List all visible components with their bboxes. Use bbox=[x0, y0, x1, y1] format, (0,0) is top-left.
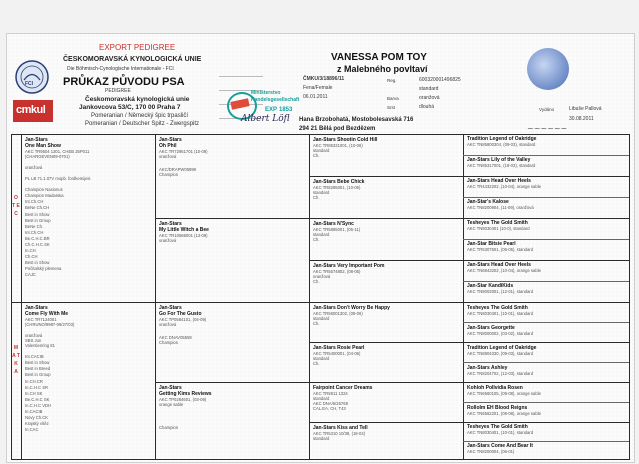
gen4-info: AKC TN8030401, (10-01), standard bbox=[467, 311, 534, 316]
gen4-cell bbox=[467, 424, 627, 435]
doc-title: PRŮKAZ PŮVODU PSA bbox=[63, 76, 185, 88]
sire-cell bbox=[25, 137, 153, 279]
stamp-text2: Handelsgesellschaft bbox=[251, 97, 300, 103]
gen3-cell bbox=[313, 137, 461, 158]
gen2-cell bbox=[159, 385, 307, 430]
gen4-cell bbox=[467, 305, 627, 316]
breeder-name: Hana Brzobohatá, Mostobolesavská 716 bbox=[299, 117, 414, 123]
dob: 06.01.2011 bbox=[303, 94, 328, 100]
gen2-info: AKC TP0284601, (03-09) bbox=[159, 397, 207, 402]
fci-logo bbox=[15, 60, 49, 94]
gen2-name: Jan-Stars bbox=[159, 221, 182, 227]
gen2-color: oranžová bbox=[159, 154, 177, 160]
gen2-name2: My Little Witch a Bee bbox=[159, 227, 209, 233]
signature: Albert Löfl bbox=[241, 114, 290, 124]
gen4-name: Tesheyes The Gold Smith bbox=[467, 424, 528, 430]
gen4-cell bbox=[467, 178, 627, 189]
gen2-name: Jan-Stars bbox=[159, 305, 182, 311]
sire-name: Jan-Stars bbox=[25, 137, 48, 143]
org-sub: Die Böhmisch-Cynologische Internationale - FCI bbox=[67, 66, 174, 72]
gen4-name: Rollolm EH Blood Reigns bbox=[467, 405, 528, 411]
stamp-text3: EXP bbox=[265, 107, 278, 113]
registrar-signature: ~~~~~~ bbox=[527, 124, 568, 133]
gen3-name: Fairpoint Cancer Dreams bbox=[313, 385, 373, 391]
gen3-info: AKC TR5911 1324 standard AKC DNA/6/25768 CAL.EA, CH, T43 bbox=[313, 391, 348, 412]
gen2-name2: Oh Phil bbox=[159, 143, 177, 149]
gen2-titles: Champion bbox=[159, 340, 179, 346]
gen2-extra: AKC DNAV05559 bbox=[159, 335, 192, 341]
color-label: Barva bbox=[387, 96, 399, 101]
dam-name2: Come Fly With Me bbox=[25, 311, 69, 317]
pedigree-sheet bbox=[6, 33, 635, 463]
gen3-name: Jan-Stars Don't Worry Be Happy bbox=[313, 305, 390, 311]
gen4-cell bbox=[467, 199, 627, 210]
gen4-info: AKC TR4432202, (10-04), orange sable bbox=[467, 184, 541, 189]
sire-side-label: O T E C bbox=[12, 195, 20, 217]
doc-title-sub: PEDIGREE bbox=[105, 88, 131, 94]
export-title: EXPORT PEDIGREE bbox=[99, 43, 176, 52]
official-stamp bbox=[225, 84, 300, 130]
gen2-titles: Champion bbox=[159, 425, 179, 431]
dam-extra: SBS Jun Valentienring 81 bbox=[25, 338, 55, 349]
gen3-info: AKC TR8285001, (10-06) standard Ch. bbox=[313, 185, 361, 201]
sex-value: standard bbox=[419, 86, 439, 92]
dam-titles: Int.CACIB Best in Show Best in Breed Best in Group In.CH.CR In.C.H.C SR In.CH SK Be.C.H.C SK In.C.H.C VDH In.CACIB Novy Ch.CK Krajský vítěz In.CAC bbox=[25, 354, 52, 433]
issued-label: Vydáno bbox=[539, 107, 555, 112]
gen2-cell bbox=[159, 305, 307, 345]
gen4-name: Tesheyes The Gold Smith bbox=[467, 305, 528, 311]
pedigree-table bbox=[11, 134, 630, 460]
gen4-info: AKC TN85317001, (18-03), standard bbox=[467, 163, 536, 168]
gen4-name: Jan-Star Bitsie Pearl bbox=[467, 241, 516, 247]
gen4-cell bbox=[467, 157, 627, 168]
dam-cell bbox=[25, 305, 153, 433]
gen2-extra: AKC/DRAPW05999 bbox=[159, 167, 197, 173]
gen2-color: orange sable bbox=[159, 402, 184, 408]
gen4-name: Jan-Stars Come And Bear It bbox=[467, 443, 533, 449]
gen3-cell bbox=[313, 221, 461, 242]
org-name: ČESKOMORAVSKÁ KYNOLOGICKÁ UNIE bbox=[63, 56, 202, 63]
stamp-text1: Ministerstvo bbox=[251, 90, 281, 96]
gen2-info: AKC TR10566001 (13-09) bbox=[159, 233, 208, 238]
gen3-cell bbox=[313, 425, 461, 441]
gen2-name2: Go For The Gusto bbox=[159, 311, 202, 317]
reg-field-label: Reg. bbox=[387, 78, 397, 83]
sire-name2: One Man Show bbox=[25, 143, 61, 149]
microchip: 600320001496825 bbox=[419, 77, 461, 83]
breed-line2: Pomeranian / Deutscher Spitz - Zwergspitz bbox=[85, 121, 200, 127]
gen3-info: AKC TR5310 10/38, (18-04) standard bbox=[313, 431, 366, 442]
gen3-name: Jan-Stars Shootin Cold Hill bbox=[313, 137, 378, 143]
gen4-name: Jan-Star KandiKids bbox=[467, 283, 514, 289]
gen4-info: AKC TN85800304, (09-03), standard bbox=[467, 142, 536, 147]
gen4-cell bbox=[467, 283, 627, 294]
gen4-name: Jan-Stars Head Over Heels bbox=[467, 262, 531, 268]
cmku-badge-letters: cmkul bbox=[16, 104, 46, 116]
sex-label: Fena/Female bbox=[303, 85, 333, 91]
gen4-cell bbox=[467, 241, 627, 252]
gen3-cell bbox=[313, 179, 461, 200]
gen4-name: Tradition Legend of Oakridge bbox=[467, 136, 537, 142]
gen2-info: AKC TP0564101, (04-09) bbox=[159, 317, 207, 322]
gen3-name: Jan-Stars Rosie Pearl bbox=[313, 345, 365, 351]
sire-info: AKC TR9504 1301, CHEB 25P011 (CHARGEVEN09-0701) bbox=[25, 149, 90, 160]
gen4-name: Jan-Stars Georgette bbox=[467, 325, 515, 331]
gen4-name: Tesheyes The Gold Smith bbox=[467, 220, 528, 226]
stamp-text4: 1853 bbox=[279, 107, 293, 113]
globe-seal-icon bbox=[527, 48, 569, 90]
issuer-line1: Českomoravská kynologická unie bbox=[85, 96, 190, 103]
gen4-info: AKC TN8200004, (06-01) bbox=[467, 449, 515, 454]
gen3-info: AKC TR56001302, (09-06) standard Ch. bbox=[313, 311, 363, 327]
dam-color: oranžová bbox=[25, 333, 43, 339]
gen4-info: AKC TN6562201, (08-08), orange sable bbox=[467, 411, 541, 416]
color-value: oranžová bbox=[419, 95, 440, 101]
gen4-name: Jan-Stars Ashley bbox=[467, 365, 508, 371]
dam-name: Jan-Stars bbox=[25, 305, 48, 311]
breeder-address: 294 21 Bělá pod Bezdězem bbox=[299, 126, 376, 132]
issued-date: 30.08.2011 bbox=[569, 116, 594, 122]
gen2-color: oranžová bbox=[159, 322, 177, 328]
gen2-titles: Champion bbox=[159, 172, 179, 178]
issuer-line2: Jankovcova 53/C, 170 00 Praha 7 bbox=[79, 104, 181, 111]
coat-value: dlouhá bbox=[419, 104, 435, 110]
reg-number: ČMKU/3/18896/11 bbox=[303, 76, 345, 82]
gen3-cell bbox=[313, 385, 461, 411]
fci-text: FCI bbox=[25, 81, 34, 87]
gen3-cell bbox=[313, 305, 461, 326]
gen3-info: AKC TR85331001, (10-06) standard Ch. bbox=[313, 143, 363, 159]
gen4-info: AKC TN8804330, (09-03), standard bbox=[467, 351, 534, 356]
gen2-cell bbox=[159, 221, 307, 243]
gen3-name: Jan-Stars Bebe Chick bbox=[313, 179, 365, 185]
gen4-info: AKC TN8030401 (10-0), standard bbox=[467, 226, 530, 231]
gen2-name2: Getting Kims Reviews bbox=[159, 391, 212, 397]
gen2-cell bbox=[159, 137, 307, 177]
coat-label: Srst bbox=[387, 105, 396, 110]
gen4-info: AKC TN8030401, (10-01), standard bbox=[467, 430, 534, 435]
gen4-info: AKC TN8002001, (12-01), standard bbox=[467, 289, 534, 294]
sire-color: oranžová bbox=[25, 165, 43, 171]
gen2-name: Jan-Stars bbox=[159, 385, 182, 391]
gen4-name: Jan-Stars Lily of the Valley bbox=[467, 157, 531, 163]
gen4-name: Jan-Star's Kalose bbox=[467, 199, 509, 205]
gen3-name: Jan-Stars N'Sync bbox=[313, 221, 354, 227]
gen4-cell bbox=[467, 345, 627, 356]
gen3-cell bbox=[313, 345, 461, 366]
gen4-name: Tradition Legend of Oakridge bbox=[467, 345, 537, 351]
gen2-info: AKC TR72951701 (10-09) bbox=[159, 149, 208, 154]
gen4-cell bbox=[467, 443, 627, 454]
gen4-info: AKC TN8200904, (11-09), oranžová bbox=[467, 205, 534, 210]
gen3-name: Jan-Stars Kiss and Tell bbox=[313, 425, 368, 431]
gen4-info: AKC TN8204702, (12-03), standard bbox=[467, 371, 534, 376]
issued-value: Libuše Pallová bbox=[569, 106, 602, 112]
kennel-name: z Malebného povltaví bbox=[337, 64, 428, 74]
gen4-cell bbox=[467, 365, 627, 376]
dog-name: VANESSA POM TOY bbox=[331, 52, 427, 63]
gen3-info: AKC TR5885001, (05-11) standard Ch. bbox=[313, 227, 361, 243]
sire-extra: PL LB 71.1.07V mopb. fordkemijeis bbox=[25, 176, 91, 182]
breed-line1: Pomeranian / Německý špic trpasličí bbox=[91, 113, 189, 119]
gen4-name: Kohloh Pollvidia Rosen bbox=[467, 385, 523, 391]
cmku-badge bbox=[13, 100, 53, 122]
gen3-cell bbox=[313, 263, 461, 284]
gen4-cell bbox=[467, 220, 627, 231]
gen3-name: Jan-Stars Very Important Pom bbox=[313, 263, 385, 269]
sire-titles: Champion Nasionus Champion Madarska Int.Ch.CH BeNe Ch.CH Best in Show Best in Group BeNe Ch. Int.Ch.CH Be.C.H.C.BR Ch.C.H.C.SK In.CH Ch.CH Best in Show Počítalský plemena CAJC bbox=[25, 187, 64, 278]
gen4-cell bbox=[467, 405, 627, 416]
gen4-cell bbox=[467, 325, 627, 336]
gen4-info: AKC TN6843202, (10-04), orange sable bbox=[467, 268, 541, 273]
gen4-cell bbox=[467, 385, 627, 396]
gen4-info: AKC TN6560105, (09-08), orange sable bbox=[467, 391, 541, 396]
gen2-color: oranžová bbox=[159, 238, 177, 244]
gen4-info: AKC TN8000002, (03-02), standard bbox=[467, 331, 534, 336]
gen4-name: Jan-Stars Head Over Heels bbox=[467, 178, 531, 184]
dam-info: AKC TR7124001 (CHRUNO/9987-06/27/03) bbox=[25, 317, 75, 328]
gen2-name: Jan-Stars bbox=[159, 137, 182, 143]
gen4-cell bbox=[467, 262, 627, 273]
gen3-info: AKC TR5400001, (04-06) standard Ch. bbox=[313, 351, 361, 367]
gen4-info: AKC TR5307501, (06-05), standard bbox=[467, 247, 534, 252]
gen3-info: AKC TR5574802, (08-05) oranžová Ch. bbox=[313, 269, 361, 285]
gen4-cell bbox=[467, 136, 627, 147]
dam-side-label: M A T K A bbox=[12, 345, 20, 375]
